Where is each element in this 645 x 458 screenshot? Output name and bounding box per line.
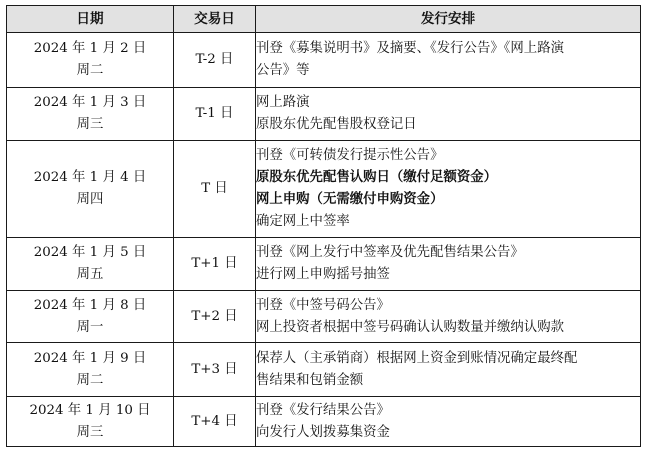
trade-day-cell: T+1 日 (174, 238, 256, 291)
date-text: 2024 年 1 月 2 日 (33, 41, 147, 56)
arrangement-cell (256, 397, 641, 447)
table-row (7, 33, 641, 88)
arrangement-cell (256, 343, 641, 397)
header-arrangement: 发行安排 (256, 6, 641, 33)
arrangement-line: 进行网上申购摇号抽签 (256, 267, 390, 282)
arrangement-line: 保荐人（主承销商）根据网上资金到账情况确定最终配 (256, 350, 578, 366)
weekday-text: 周五 (76, 267, 104, 282)
arrangement-line: 向发行人划拨募集资金 (256, 424, 390, 440)
weekday-text: 周三 (76, 424, 104, 440)
trade-day-cell: T+2 日 (174, 291, 256, 343)
trade-day-cell: T-2 日 (174, 33, 256, 88)
date-text: 2024 年 1 月 9 日 (33, 350, 147, 366)
table-header-row (7, 6, 641, 33)
date-text: 2024 年 1 月 10 日 (29, 402, 151, 418)
arrangement-line: 网上路演 (256, 95, 310, 110)
table-row (7, 343, 641, 397)
arrangement-line: 刊登《网上发行中签率及优先配售结果公告》 (256, 245, 524, 260)
arrangement-line: 刊登《发行结果公告》 (256, 402, 390, 418)
arrangement-line-emphasis: 网上申购（无需缴付申购资金） (256, 192, 444, 207)
header-date: 日期 (7, 6, 174, 33)
header-trade-day: 交易日 (174, 6, 256, 33)
date-cell (7, 33, 174, 88)
trade-day-cell: T+4 日 (174, 397, 256, 447)
date-text: 2024 年 1 月 4 日 (33, 170, 147, 185)
weekday-text: 周一 (76, 319, 104, 335)
arrangement-cell (256, 88, 641, 141)
weekday-text: 周四 (76, 192, 104, 207)
date-cell (7, 141, 174, 238)
arrangement-cell (256, 141, 641, 238)
arrangement-line: 网上投资者根据中签号码确认认购数量并缴纳认购款 (256, 319, 564, 335)
arrangement-line: 公告》等 (256, 63, 310, 78)
arrangement-line: 售结果和包销金额 (256, 372, 364, 388)
arrangement-line: 确定网上中签率 (256, 214, 350, 229)
trade-day-cell: T+3 日 (174, 343, 256, 397)
date-text: 2024 年 1 月 5 日 (33, 245, 147, 260)
arrangement-line: 刊登《募集说明书》及摘要、《发行公告》《网上路演 (256, 41, 564, 56)
arrangement-cell (256, 238, 641, 291)
date-cell (7, 238, 174, 291)
weekday-text: 周三 (76, 117, 104, 132)
date-cell (7, 291, 174, 343)
issuance-schedule-table (6, 5, 641, 447)
arrangement-cell (256, 291, 641, 343)
table-row (7, 291, 641, 343)
date-text: 2024 年 1 月 3 日 (33, 95, 147, 110)
arrangement-line: 刊登《中签号码公告》 (256, 297, 390, 313)
date-cell (7, 343, 174, 397)
arrangement-cell (256, 33, 641, 88)
date-cell (7, 88, 174, 141)
trade-day-cell: T-1 日 (174, 88, 256, 141)
trade-day-cell: T 日 (174, 141, 256, 238)
arrangement-line-emphasis: 原股东优先配售认购日（缴付足额资金） (256, 170, 498, 185)
table-row (7, 88, 641, 141)
weekday-text: 周二 (76, 63, 104, 78)
arrangement-line: 刊登《可转债发行提示性公告》 (256, 148, 444, 163)
weekday-text: 周二 (76, 372, 104, 388)
arrangement-line: 原股东优先配售股权登记日 (256, 117, 417, 132)
date-text: 2024 年 1 月 8 日 (33, 297, 147, 313)
table-row (7, 397, 641, 447)
date-cell (7, 397, 174, 447)
table-row (7, 141, 641, 238)
table-row (7, 238, 641, 291)
